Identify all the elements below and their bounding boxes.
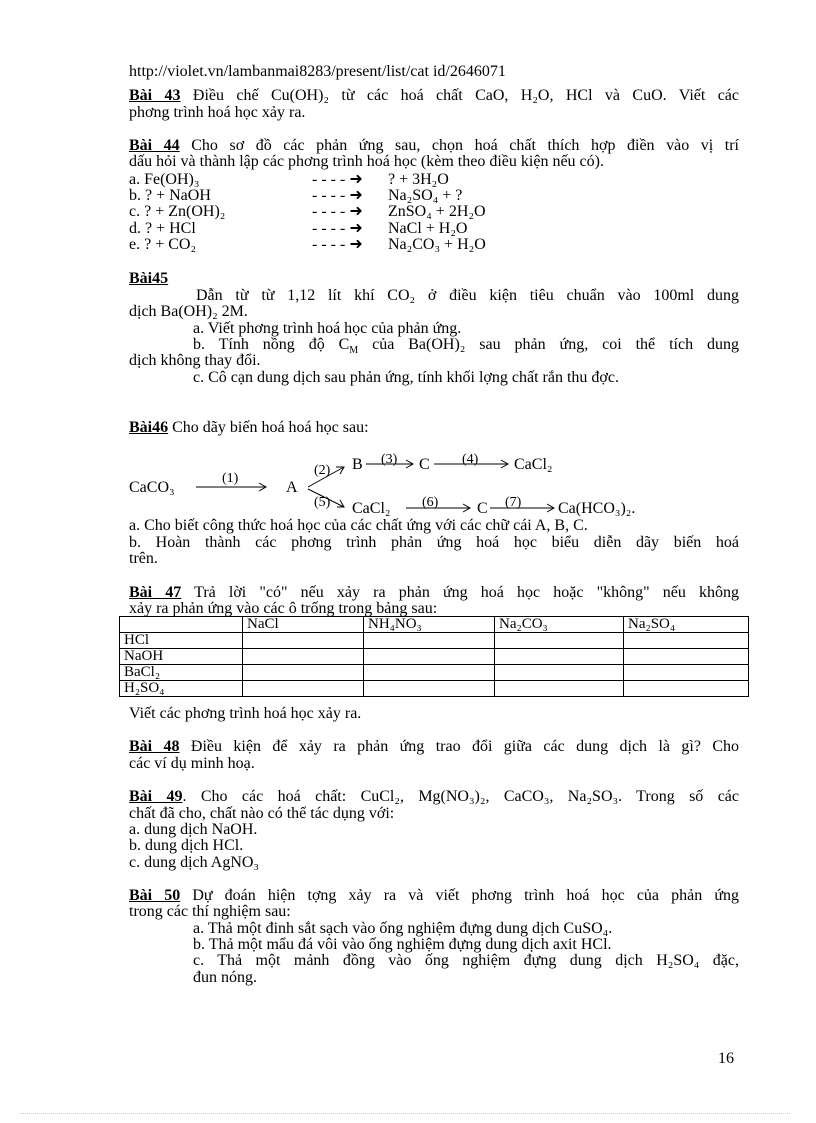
reaction-a-arrow: - - - - ➜ bbox=[312, 171, 363, 188]
page-bottom-divider bbox=[20, 1113, 790, 1114]
table-row-label: H₂SO₄ bbox=[120, 681, 243, 697]
table-row-label: NaOH bbox=[120, 649, 243, 665]
exercise-43-line-2: phơng trình hoá học xảy ra. bbox=[129, 104, 306, 121]
table-cell-empty bbox=[243, 665, 364, 681]
exercise-49-text-1: . Cho các hoá chất: CuCl₂, Mg(NO₃)₂, CaCO₃, Na₂SO₃. Trong số các bbox=[182, 788, 739, 805]
exercise-49-heading: Bài 49 bbox=[129, 788, 183, 805]
substance-c-bottom-label: C bbox=[477, 500, 488, 517]
step-3-label: (3) bbox=[381, 452, 398, 467]
exercise-43-text-1: Điều chế Cu(OH)₂ từ các hoá chất CaO, H₂O, HCl và CuO. Viết các bbox=[180, 87, 740, 104]
exercise-50-part-a: a. Thả một đinh sắt sạch vào ống nghiệm đựng dung dịch CuSO₄. bbox=[193, 920, 613, 937]
exercise-49-part-b: b. dung dịch HCl. bbox=[129, 837, 244, 854]
step-2-label: (2) bbox=[314, 463, 331, 478]
exercise-50-part-c-line-1: c. Thả một mảnh đồng vào ống nghiệm đựng dung dịch H₂SO₄ đặc, bbox=[193, 952, 739, 969]
substance-b-label: B bbox=[352, 456, 363, 473]
substance-a-label: A bbox=[286, 479, 298, 496]
exercise-45-part-c: c. Cô cạn dung dịch sau phản ứng, tính khối lợng chất rắn thu đợc. bbox=[193, 369, 619, 386]
exercise-43-heading: Bài 43 bbox=[129, 87, 181, 104]
exercise-49-line-2: chất đã cho, chất nào có thể tác dụng với: bbox=[129, 805, 395, 822]
exercise-48-line-2: các ví dụ minh hoạ. bbox=[129, 755, 255, 772]
table-cell-empty bbox=[624, 681, 749, 697]
exercise-47-text-1: Trả lời "có" nếu xảy ra phản ứng hoá học hoặc "không" nếu không bbox=[181, 584, 740, 601]
cm-subscript: M bbox=[349, 345, 359, 357]
table-cell-empty bbox=[495, 681, 624, 697]
exercise-46-question-a: a. Cho biết công thức hoá học của các chất ứng với các chữ cái A, B, C. bbox=[129, 517, 588, 534]
source-url: http://violet.vn/lambanmai8283/present/list/cat id/2646071 bbox=[129, 63, 506, 80]
table-header-cell: NH₄NO₃ bbox=[364, 617, 495, 633]
exercise-47-after: Viết các phơng trình hoá học xảy ra. bbox=[129, 705, 362, 722]
table-header-cell: NaCl bbox=[243, 617, 364, 633]
table-cell-empty bbox=[495, 665, 624, 681]
exercise-50-part-b: b. Thả một mẩu đá vôi vào ống nghiệm đựng dung dịch axit HCl. bbox=[193, 936, 612, 953]
exercise-50-heading: Bài 50 bbox=[129, 887, 181, 904]
exercise-44-line-2: dấu hỏi và thành lập các phơng trình hoá học (kèm theo điều kiện nếu có). bbox=[129, 153, 604, 170]
exercise-45-heading: Bài45 bbox=[129, 270, 169, 287]
step-1-label: (1) bbox=[222, 471, 239, 486]
table-corner-cell bbox=[120, 617, 243, 633]
table-row bbox=[120, 649, 749, 665]
caco3-label: CaCO₃ bbox=[129, 479, 175, 496]
reaction-e-arrow: - - - - ➜ bbox=[312, 236, 363, 253]
exercise-44-heading: Bài 44 bbox=[129, 137, 180, 154]
exercise-48-line-1 bbox=[129, 738, 739, 755]
exercise-45-part-b-line-2: dịch không thay đổi. bbox=[129, 352, 261, 369]
exercise-45-part-b-text-2: của Ba(OH)₂ sau phản ứng, coi thể tích dung bbox=[358, 336, 739, 353]
table-cell-empty bbox=[364, 649, 495, 665]
exercise-50-line-1 bbox=[129, 887, 739, 904]
exercise-47-line-1 bbox=[129, 584, 739, 601]
table-header-cell: Na₂SO₄ bbox=[624, 617, 749, 633]
reaction-d-left: d. ? + HCl bbox=[129, 220, 196, 237]
exercise-44-text-1: Cho sơ đồ các phản ứng sau, chọn hoá chất thích hợp điền vào vị trí bbox=[179, 137, 739, 154]
table-cell-empty bbox=[495, 633, 624, 649]
step-4-label: (4) bbox=[462, 452, 479, 467]
exercise-46-question-b-line-1: b. Hoàn thành các phơng trình phản ứng hoá học biểu diễn dãy biến hoá bbox=[129, 534, 739, 551]
exercise-45-line-2: dịch Ba(OH)₂ 2M. bbox=[129, 303, 248, 320]
table-cell-empty bbox=[243, 633, 364, 649]
reaction-e-right: Na₂CO₃ + H₂O bbox=[388, 236, 486, 253]
table-cell-empty bbox=[495, 649, 624, 665]
table-row bbox=[120, 681, 749, 697]
table-row bbox=[120, 633, 749, 649]
reaction-a-right: ? + 3H₂O bbox=[388, 171, 449, 188]
table-row bbox=[120, 665, 749, 681]
table-header-row bbox=[120, 617, 749, 633]
cacl2-bottom-label: CaCl₂ bbox=[352, 500, 391, 517]
reaction-d-arrow: - - - - ➜ bbox=[312, 220, 363, 237]
table-cell-empty bbox=[364, 681, 495, 697]
exercise-47-line-2: xảy ra phản ứng vào các ô trống trong bảng sau: bbox=[129, 600, 438, 617]
exercise-46-heading: Bài46 bbox=[129, 419, 169, 436]
step-5-label: (5) bbox=[314, 495, 331, 510]
exercise-50-text-1: Dự đoán hiện tợng xảy ra và viết phơng trình hoá học của phản ứng bbox=[180, 887, 739, 904]
table-cell-empty bbox=[624, 665, 749, 681]
table-cell-empty bbox=[243, 649, 364, 665]
exercise-45-part-b-text: b. Tính nồng độ C bbox=[193, 336, 350, 353]
reaction-c-right: ZnSO₄ + 2H₂O bbox=[388, 203, 486, 220]
exercise-47-heading: Bài 47 bbox=[129, 584, 182, 601]
cacl2-top-label: CaCl₂ bbox=[514, 456, 553, 473]
exercise-46-question-b-line-2: trên. bbox=[129, 550, 158, 567]
table-header-cell: Na₂CO₃ bbox=[495, 617, 624, 633]
exercise-45-part-a: a. Viết phơng trình hoá học của phản ứng. bbox=[193, 320, 462, 337]
exercise-49-line-1 bbox=[129, 788, 739, 805]
reaction-e-left: e. ? + CO₂ bbox=[129, 236, 197, 253]
table-row-label: BaCl₂ bbox=[120, 665, 243, 681]
table-cell-empty bbox=[364, 633, 495, 649]
exercise-49-part-c: c. dung dịch AgNO₃ bbox=[129, 854, 260, 871]
table-cell-empty bbox=[624, 633, 749, 649]
reaction-a-left: a. Fe(OH)₃ bbox=[129, 171, 200, 188]
ca-hco3-label: Ca(HCO₃)₂. bbox=[558, 500, 636, 517]
exercise-46-intro: Cho dãy biến hoá hoá học sau: bbox=[168, 419, 369, 436]
reaction-c-arrow: - - - - ➜ bbox=[312, 203, 363, 220]
table-cell-empty bbox=[624, 649, 749, 665]
step-6-label: (6) bbox=[422, 495, 439, 510]
exercise-50-line-2: trong các thí nghiệm sau: bbox=[129, 903, 291, 920]
step-7-label: (7) bbox=[505, 495, 522, 510]
reaction-c-left: c. ? + Zn(OH)₂ bbox=[129, 203, 226, 220]
reaction-b-right: Na₂SO₄ + ? bbox=[388, 187, 463, 204]
reaction-b-arrow: - - - - ➜ bbox=[312, 187, 363, 204]
table-row-label: HCl bbox=[120, 633, 243, 649]
exercise-48-heading: Bài 48 bbox=[129, 738, 180, 755]
exercise-49-part-a: a. dung dịch NaOH. bbox=[129, 821, 258, 838]
exercise-45-line-1: Dẫn từ từ 1,12 lít khí CO₂ ở điều kiện tiêu chuẩn vào 100ml dung bbox=[196, 287, 739, 304]
exercise-48-text-1: Điều kiện để xảy ra phản ứng trao đổi giữa các dung dịch là gì? Cho bbox=[179, 738, 739, 755]
exercise-50-part-c-line-2: đun nóng. bbox=[193, 969, 257, 986]
table-cell-empty bbox=[364, 665, 495, 681]
reaction-b-left: b. ? + NaOH bbox=[129, 187, 211, 204]
reaction-d-right: NaCl + H₂O bbox=[388, 220, 468, 237]
page-number: 16 bbox=[718, 1050, 734, 1067]
substance-c-top-label: C bbox=[419, 456, 430, 473]
table-cell-empty bbox=[243, 681, 364, 697]
reaction-table bbox=[119, 616, 749, 697]
